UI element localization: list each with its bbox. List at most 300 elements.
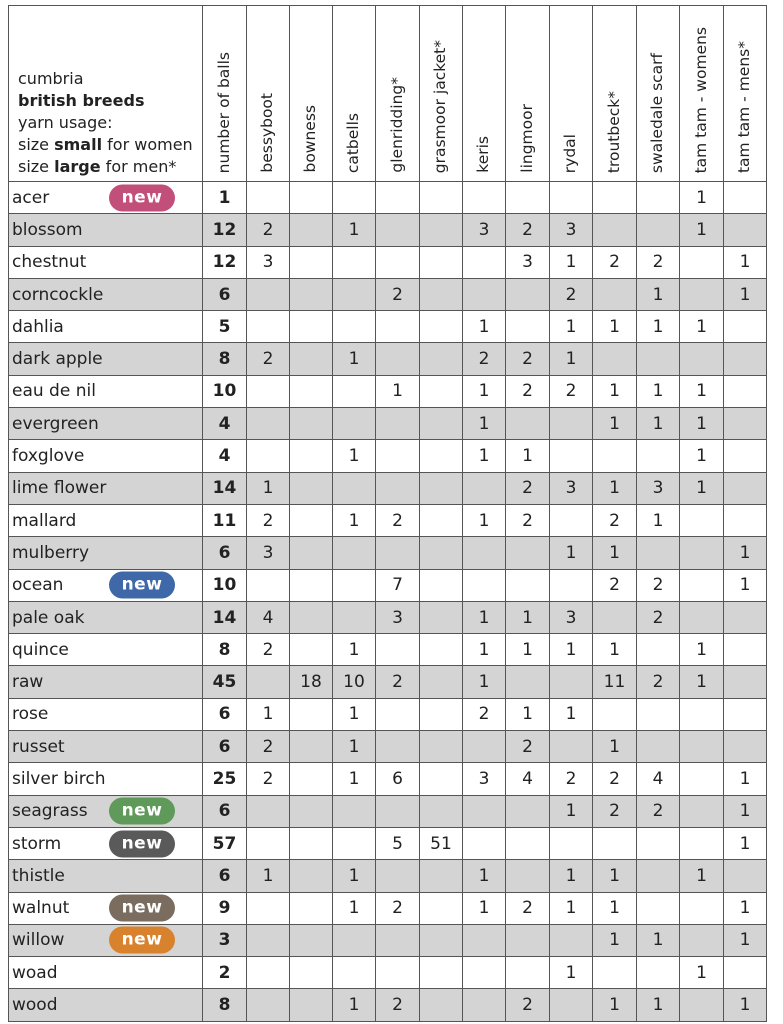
total-balls-cell: 14 <box>203 472 247 504</box>
column-header <box>203 6 247 182</box>
ball-count-cell <box>680 601 724 633</box>
ball-count-cell <box>637 957 680 989</box>
ball-count-cell <box>247 989 290 1021</box>
column-header-label: catbells <box>344 112 363 173</box>
yarn-shade-cell <box>9 731 203 763</box>
ball-count-cell <box>333 182 376 214</box>
ball-count-cell <box>247 957 290 989</box>
ball-count-cell: 2 <box>637 666 680 698</box>
table-row <box>9 957 767 989</box>
ball-count-cell <box>247 375 290 407</box>
column-header <box>680 6 724 182</box>
ball-count-cell: 1 <box>680 634 724 666</box>
ball-count-cell: 2 <box>376 504 420 536</box>
ball-count-cell <box>376 795 420 827</box>
ball-count-cell: 2 <box>247 214 290 246</box>
table-row <box>9 892 767 924</box>
column-header <box>593 6 637 182</box>
ball-count-cell: 2 <box>247 731 290 763</box>
ball-count-cell: 1 <box>333 214 376 246</box>
ball-count-cell <box>637 860 680 892</box>
ball-count-cell <box>333 278 376 310</box>
ball-count-cell: 3 <box>506 246 550 278</box>
yarn-shade-name: foxglove <box>12 446 85 467</box>
total-balls-cell: 4 <box>203 440 247 472</box>
ball-count-cell: 6 <box>376 763 420 795</box>
new-badge: new <box>109 895 175 922</box>
ball-count-cell: 1 <box>724 763 767 795</box>
total-balls-cell: 6 <box>203 795 247 827</box>
table-row <box>9 569 767 601</box>
ball-count-cell <box>680 827 724 859</box>
yarn-shade-cell <box>9 634 203 666</box>
ball-count-cell: 1 <box>637 408 680 440</box>
ball-count-cell <box>290 504 333 536</box>
yarn-shade-name: russet <box>12 736 65 757</box>
yarn-shade-cell <box>9 795 203 827</box>
ball-count-cell: 3 <box>550 472 593 504</box>
column-header <box>420 6 463 182</box>
ball-count-cell <box>637 827 680 859</box>
ball-count-cell <box>420 537 463 569</box>
ball-count-cell: 2 <box>376 278 420 310</box>
ball-count-cell: 2 <box>506 892 550 924</box>
ball-count-cell <box>637 343 680 375</box>
ball-count-cell <box>680 924 724 956</box>
ball-count-cell: 1 <box>333 860 376 892</box>
caption-line-women: size small for women <box>18 135 193 154</box>
total-balls-cell: 4 <box>203 408 247 440</box>
column-header <box>550 6 593 182</box>
column-header <box>333 6 376 182</box>
table-row <box>9 795 767 827</box>
ball-count-cell <box>333 537 376 569</box>
ball-count-cell <box>724 440 767 472</box>
ball-count-cell <box>593 214 637 246</box>
yarn-shade-name: wood <box>12 995 58 1016</box>
total-balls-cell: 5 <box>203 311 247 343</box>
ball-count-cell <box>724 666 767 698</box>
ball-count-cell <box>376 246 420 278</box>
yarn-shade-cell <box>9 311 203 343</box>
yarn-shade-cell <box>9 601 203 633</box>
ball-count-cell <box>333 601 376 633</box>
ball-count-cell: 1 <box>724 278 767 310</box>
ball-count-cell: 1 <box>593 860 637 892</box>
ball-count-cell <box>506 666 550 698</box>
ball-count-cell: 51 <box>420 827 463 859</box>
ball-count-cell <box>724 311 767 343</box>
ball-count-cell <box>247 892 290 924</box>
ball-count-cell: 1 <box>463 375 506 407</box>
total-balls-cell: 10 <box>203 569 247 601</box>
yarn-shade-cell <box>9 989 203 1021</box>
caption-line-men: size large for men* <box>18 157 177 176</box>
ball-count-cell: 1 <box>724 537 767 569</box>
ball-count-cell <box>376 731 420 763</box>
total-balls-cell: 3 <box>203 924 247 956</box>
table-row <box>9 440 767 472</box>
yarn-shade-name: thistle <box>12 865 65 886</box>
table-row <box>9 924 767 956</box>
ball-count-cell <box>637 731 680 763</box>
ball-count-cell <box>420 246 463 278</box>
ball-count-cell: 2 <box>247 634 290 666</box>
yarn-shade-name: walnut <box>12 898 70 919</box>
table-row <box>9 827 767 859</box>
yarn-shade-cell <box>9 537 203 569</box>
total-balls-cell: 6 <box>203 860 247 892</box>
ball-count-cell <box>333 924 376 956</box>
total-balls-cell: 10 <box>203 375 247 407</box>
table-row <box>9 698 767 730</box>
ball-count-cell <box>333 311 376 343</box>
ball-count-cell <box>593 957 637 989</box>
table-row <box>9 731 767 763</box>
yarn-shade-name: dahlia <box>12 316 64 337</box>
ball-count-cell <box>680 537 724 569</box>
ball-count-cell <box>333 246 376 278</box>
ball-count-cell: 2 <box>593 246 637 278</box>
ball-count-cell <box>550 569 593 601</box>
ball-count-cell: 1 <box>506 634 550 666</box>
table-row <box>9 214 767 246</box>
ball-count-cell <box>506 569 550 601</box>
ball-count-cell <box>463 989 506 1021</box>
ball-count-cell: 1 <box>680 666 724 698</box>
column-header-label: rydal <box>561 133 580 173</box>
ball-count-cell: 2 <box>506 504 550 536</box>
ball-count-cell: 1 <box>680 182 724 214</box>
ball-count-cell: 3 <box>376 601 420 633</box>
yarn-shade-cell <box>9 763 203 795</box>
ball-count-cell: 2 <box>463 698 506 730</box>
ball-count-cell: 2 <box>550 763 593 795</box>
ball-count-cell <box>637 698 680 730</box>
ball-count-cell: 1 <box>593 892 637 924</box>
yarn-shade-name: acer <box>12 187 50 208</box>
yarn-usage-table <box>8 5 767 1022</box>
ball-count-cell: 1 <box>680 957 724 989</box>
ball-count-cell: 3 <box>637 472 680 504</box>
ball-count-cell <box>290 957 333 989</box>
ball-count-cell <box>724 408 767 440</box>
ball-count-cell: 1 <box>724 989 767 1021</box>
ball-count-cell: 3 <box>550 601 593 633</box>
ball-count-cell <box>247 182 290 214</box>
ball-count-cell <box>463 472 506 504</box>
new-badge: new <box>109 927 175 954</box>
column-header-label: lingmoor <box>517 104 536 173</box>
ball-count-cell: 1 <box>637 311 680 343</box>
new-badge: new <box>109 572 175 599</box>
table-row <box>9 763 767 795</box>
table-row <box>9 472 767 504</box>
ball-count-cell <box>506 860 550 892</box>
ball-count-cell: 1 <box>680 440 724 472</box>
total-balls-cell: 6 <box>203 698 247 730</box>
ball-count-cell: 2 <box>376 892 420 924</box>
ball-count-cell <box>724 860 767 892</box>
yarn-shade-cell <box>9 375 203 407</box>
yarn-shade-cell <box>9 827 203 859</box>
ball-count-cell <box>420 408 463 440</box>
new-badge: new <box>109 830 175 857</box>
table-row <box>9 311 767 343</box>
total-balls-cell: 8 <box>203 343 247 375</box>
total-balls-cell: 25 <box>203 763 247 795</box>
ball-count-cell <box>637 892 680 924</box>
ball-count-cell <box>550 504 593 536</box>
ball-count-cell: 1 <box>724 246 767 278</box>
ball-count-cell: 1 <box>463 440 506 472</box>
ball-count-cell <box>333 827 376 859</box>
ball-count-cell <box>420 957 463 989</box>
ball-count-cell <box>680 892 724 924</box>
ball-count-cell <box>376 182 420 214</box>
yarn-shade-name: blossom <box>12 219 83 240</box>
ball-count-cell <box>724 472 767 504</box>
ball-count-cell: 1 <box>724 827 767 859</box>
total-balls-cell: 8 <box>203 989 247 1021</box>
ball-count-cell <box>290 634 333 666</box>
ball-count-cell <box>550 924 593 956</box>
table-row <box>9 666 767 698</box>
ball-count-cell <box>724 731 767 763</box>
ball-count-cell <box>420 182 463 214</box>
column-header-label: swaledale scarf <box>648 52 667 173</box>
ball-count-cell: 2 <box>593 763 637 795</box>
ball-count-cell: 1 <box>637 504 680 536</box>
ball-count-cell: 5 <box>376 827 420 859</box>
total-balls-cell: 45 <box>203 666 247 698</box>
ball-count-cell <box>463 795 506 827</box>
total-balls-cell: 9 <box>203 892 247 924</box>
ball-count-cell: 1 <box>506 698 550 730</box>
ball-count-cell: 1 <box>463 860 506 892</box>
column-header <box>724 6 767 182</box>
yarn-shade-name: evergreen <box>12 413 99 434</box>
ball-count-cell: 2 <box>550 375 593 407</box>
ball-count-cell: 1 <box>724 892 767 924</box>
ball-count-cell: 1 <box>593 311 637 343</box>
ball-count-cell: 1 <box>333 343 376 375</box>
table-row <box>9 989 767 1021</box>
ball-count-cell <box>593 601 637 633</box>
ball-count-cell <box>506 795 550 827</box>
ball-count-cell: 2 <box>506 989 550 1021</box>
ball-count-cell <box>550 182 593 214</box>
yarn-shade-cell <box>9 408 203 440</box>
ball-count-cell: 1 <box>247 698 290 730</box>
table-caption <box>9 6 203 182</box>
caption-line-usage: yarn usage: <box>18 113 113 132</box>
ball-count-cell <box>420 601 463 633</box>
yarn-shade-cell <box>9 343 203 375</box>
ball-count-cell <box>420 892 463 924</box>
ball-count-cell <box>247 795 290 827</box>
ball-count-cell <box>463 957 506 989</box>
ball-count-cell: 1 <box>333 698 376 730</box>
yarn-shade-cell <box>9 504 203 536</box>
ball-count-cell <box>247 278 290 310</box>
ball-count-cell <box>420 731 463 763</box>
total-balls-cell: 6 <box>203 731 247 763</box>
yarn-shade-name: ocean <box>12 575 64 596</box>
yarn-shade-cell <box>9 569 203 601</box>
yarn-shade-name: pale oak <box>12 607 85 628</box>
ball-count-cell <box>420 698 463 730</box>
ball-count-cell: 10 <box>333 666 376 698</box>
ball-count-cell <box>290 214 333 246</box>
ball-count-cell <box>420 763 463 795</box>
column-header <box>463 6 506 182</box>
ball-count-cell <box>463 731 506 763</box>
ball-count-cell <box>376 634 420 666</box>
ball-count-cell: 4 <box>247 601 290 633</box>
ball-count-cell: 1 <box>680 214 724 246</box>
ball-count-cell <box>333 957 376 989</box>
ball-count-cell: 1 <box>506 440 550 472</box>
ball-count-cell <box>376 860 420 892</box>
ball-count-cell: 2 <box>376 989 420 1021</box>
yarn-usage-sheet <box>8 5 767 1022</box>
ball-count-cell <box>637 537 680 569</box>
ball-count-cell <box>420 924 463 956</box>
ball-count-cell: 1 <box>550 246 593 278</box>
ball-count-cell: 7 <box>376 569 420 601</box>
caption-line-brand: cumbria <box>18 69 84 88</box>
column-header-label: bowness <box>301 105 320 173</box>
ball-count-cell: 2 <box>593 504 637 536</box>
ball-count-cell: 1 <box>463 634 506 666</box>
ball-count-cell <box>290 601 333 633</box>
new-badge: new <box>109 184 175 211</box>
ball-count-cell: 1 <box>724 924 767 956</box>
column-header <box>290 6 333 182</box>
ball-count-cell <box>290 827 333 859</box>
yarn-shade-cell <box>9 924 203 956</box>
ball-count-cell: 1 <box>550 860 593 892</box>
ball-count-cell <box>680 989 724 1021</box>
total-balls-cell: 8 <box>203 634 247 666</box>
yarn-shade-cell <box>9 278 203 310</box>
ball-count-cell <box>290 698 333 730</box>
total-balls-cell: 14 <box>203 601 247 633</box>
ball-count-cell <box>420 666 463 698</box>
column-header-label: tam tam - mens* <box>735 40 754 173</box>
ball-count-cell <box>506 311 550 343</box>
ball-count-cell <box>376 343 420 375</box>
yarn-shade-name: raw <box>12 672 44 693</box>
ball-count-cell: 2 <box>506 214 550 246</box>
ball-count-cell <box>290 731 333 763</box>
ball-count-cell: 1 <box>550 698 593 730</box>
ball-count-cell <box>593 182 637 214</box>
ball-count-cell: 2 <box>376 666 420 698</box>
ball-count-cell <box>724 182 767 214</box>
ball-count-cell <box>290 763 333 795</box>
yarn-shade-name: dark apple <box>12 349 103 370</box>
yarn-shade-name: corncockle <box>12 284 104 305</box>
ball-count-cell <box>290 375 333 407</box>
ball-count-cell <box>506 408 550 440</box>
ball-count-cell <box>290 440 333 472</box>
column-header-label: grasmoor jacket* <box>431 39 450 173</box>
table-row <box>9 343 767 375</box>
table-row <box>9 601 767 633</box>
ball-count-cell: 1 <box>637 278 680 310</box>
ball-count-cell <box>290 182 333 214</box>
ball-count-cell: 1 <box>463 408 506 440</box>
ball-count-cell: 1 <box>463 311 506 343</box>
ball-count-cell: 1 <box>724 795 767 827</box>
yarn-shade-name: rose <box>12 704 49 725</box>
yarn-shade-name: seagrass <box>12 801 88 822</box>
column-header <box>637 6 680 182</box>
ball-count-cell <box>680 343 724 375</box>
yarn-shade-cell <box>9 214 203 246</box>
ball-count-cell: 1 <box>550 892 593 924</box>
ball-count-cell <box>333 408 376 440</box>
ball-count-cell: 1 <box>593 924 637 956</box>
ball-count-cell <box>506 924 550 956</box>
ball-count-cell: 1 <box>333 440 376 472</box>
ball-count-cell <box>680 731 724 763</box>
ball-count-cell <box>680 504 724 536</box>
ball-count-cell <box>724 504 767 536</box>
yarn-shade-cell <box>9 860 203 892</box>
yarn-shade-name: willow <box>12 930 65 951</box>
table-row <box>9 860 767 892</box>
ball-count-cell <box>420 989 463 1021</box>
ball-count-cell <box>550 827 593 859</box>
table-body <box>9 182 767 1022</box>
yarn-shade-cell <box>9 246 203 278</box>
ball-count-cell <box>463 246 506 278</box>
ball-count-cell <box>290 892 333 924</box>
total-balls-cell: 6 <box>203 278 247 310</box>
total-balls-cell: 12 <box>203 214 247 246</box>
ball-count-cell <box>593 440 637 472</box>
ball-count-cell <box>420 795 463 827</box>
ball-count-cell <box>593 827 637 859</box>
ball-count-cell: 1 <box>247 860 290 892</box>
yarn-shade-cell <box>9 698 203 730</box>
ball-count-cell: 3 <box>550 214 593 246</box>
ball-count-cell <box>290 311 333 343</box>
ball-count-cell <box>463 182 506 214</box>
ball-count-cell: 1 <box>550 957 593 989</box>
ball-count-cell <box>420 860 463 892</box>
ball-count-cell <box>376 214 420 246</box>
ball-count-cell: 1 <box>333 634 376 666</box>
ball-count-cell <box>290 795 333 827</box>
ball-count-cell <box>550 666 593 698</box>
ball-count-cell <box>290 924 333 956</box>
ball-count-cell <box>247 827 290 859</box>
ball-count-cell <box>333 795 376 827</box>
ball-count-cell: 2 <box>247 343 290 375</box>
ball-count-cell <box>637 634 680 666</box>
ball-count-cell: 1 <box>680 311 724 343</box>
ball-count-cell: 3 <box>463 214 506 246</box>
ball-count-cell: 11 <box>593 666 637 698</box>
ball-count-cell <box>463 569 506 601</box>
ball-count-cell <box>680 763 724 795</box>
ball-count-cell <box>333 569 376 601</box>
ball-count-cell: 1 <box>463 504 506 536</box>
